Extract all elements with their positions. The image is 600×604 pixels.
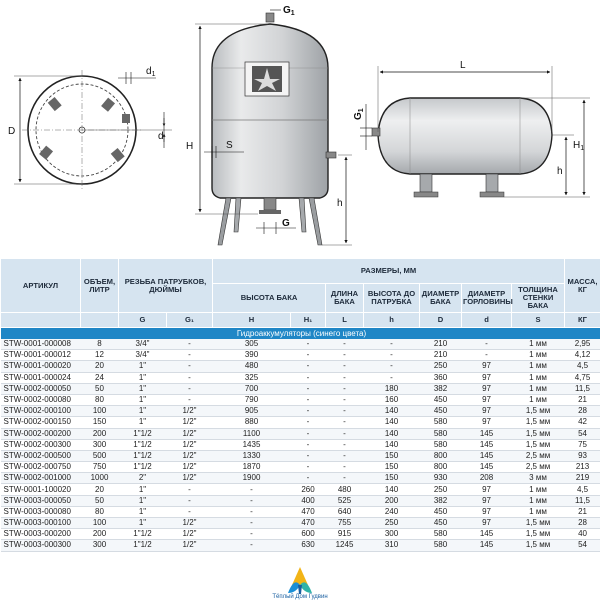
cell-diameter: 250: [420, 484, 462, 495]
cell-height1: -: [291, 439, 326, 450]
dim-label-g1-top: $G_1$: [283, 5, 295, 17]
cell-neck-diameter: 97: [462, 417, 512, 428]
cell-diameter: 450: [420, 394, 462, 405]
cell-wall-thickness: 1 мм: [512, 372, 565, 383]
cell-thread-g1: 1/2": [167, 450, 213, 461]
cell-thread-g: 1"1/2: [119, 529, 167, 540]
cell-wall-thickness: 3 мм: [512, 473, 565, 484]
cell-wall-thickness: 1,5 мм: [512, 428, 565, 439]
cell-mass: 21: [565, 506, 600, 517]
cell-mass: 21: [565, 394, 600, 405]
cell-thread-g1: -: [167, 484, 213, 495]
cell-wall-thickness: 1 мм: [512, 484, 565, 495]
dim-label-h: H: [186, 141, 194, 152]
vertical-tank: [186, 5, 352, 245]
cell-thread-g1: 1/2": [167, 529, 213, 540]
cell-height1: -: [291, 450, 326, 461]
cell-length: -: [326, 473, 364, 484]
cell-height: 790: [213, 394, 291, 405]
cell-height: -: [213, 506, 291, 517]
cell-wall-thickness: 2,5 мм: [512, 462, 565, 473]
cell-diameter: 210: [420, 350, 462, 361]
table-row: [1, 439, 600, 450]
cell-neck-diameter: 208: [462, 473, 512, 484]
cell-length: 1245: [326, 540, 364, 551]
cell-neck-diameter: 97: [462, 372, 512, 383]
cell-mass: 75: [565, 439, 600, 450]
cell-volume: 80: [81, 394, 119, 405]
cell-length: 480: [326, 484, 364, 495]
cell-thread-g1: 1/2": [167, 462, 213, 473]
cell-wall-thickness: 1 мм: [512, 495, 565, 506]
cell-volume: 20: [81, 484, 119, 495]
cell-article: STW-0002-000500: [1, 450, 81, 461]
cell-diameter: 800: [420, 462, 462, 473]
table-row: [1, 417, 600, 428]
cell-wall-thickness: 1 мм: [512, 506, 565, 517]
cell-thread-g1: 1/2": [167, 518, 213, 529]
cell-wall-thickness: 1,5 мм: [512, 518, 565, 529]
cell-thread-g: 1": [119, 417, 167, 428]
cell-height1: 400: [291, 495, 326, 506]
cell-height-to-pipe: -: [364, 339, 420, 350]
cell-thread-g: 1": [119, 506, 167, 517]
cell-thread-g: 2": [119, 473, 167, 484]
cell-thread-g1: -: [167, 506, 213, 517]
cell-volume: 1000: [81, 473, 119, 484]
cell-height1: -: [291, 473, 326, 484]
cell-thread-g: 1"1/2: [119, 428, 167, 439]
cell-thread-g1: -: [167, 372, 213, 383]
cell-height-to-pipe: 250: [364, 518, 420, 529]
header-neck-diameter: ДИАМЕТР ГОРЛОВИНЫ: [462, 284, 512, 313]
cell-mass: 28: [565, 518, 600, 529]
cell-height1: -: [291, 350, 326, 361]
unit-kg: КГ: [565, 313, 600, 328]
cell-height-to-pipe: 140: [364, 428, 420, 439]
unit-h1: H₁: [291, 313, 326, 328]
cell-volume: 300: [81, 540, 119, 551]
dim-label-h-side: h: [557, 166, 563, 177]
dim-label-s: S: [226, 140, 233, 151]
header-wall-thickness: ТОЛЩИНА СТЕНКИ БАКА: [512, 284, 565, 313]
dim-label-g-bottom: G: [282, 218, 290, 229]
cell-neck-diameter: 97: [462, 518, 512, 529]
cell-thread-g: 3/4": [119, 350, 167, 361]
cell-neck-diameter: 145: [462, 540, 512, 551]
cell-height1: -: [291, 417, 326, 428]
brand-logo-text: Тёплый Дом Гудвин: [272, 594, 328, 600]
cell-height-to-pipe: 150: [364, 450, 420, 461]
cell-wall-thickness: 1,5 мм: [512, 417, 565, 428]
cell-article: STW-0002-000100: [1, 406, 81, 417]
cell-mass: 54: [565, 540, 600, 551]
cell-length: -: [326, 462, 364, 473]
cell-wall-thickness: 1 мм: [512, 361, 565, 372]
spec-table: [0, 258, 600, 552]
cell-diameter: 360: [420, 372, 462, 383]
cell-article: STW-0002-000200: [1, 428, 81, 439]
cell-diameter: 250: [420, 361, 462, 372]
cell-height1: 470: [291, 506, 326, 517]
cell-length: -: [326, 350, 364, 361]
cell-diameter: 580: [420, 439, 462, 450]
cell-neck-diameter: 97: [462, 361, 512, 372]
cell-length: -: [326, 406, 364, 417]
dim-label-d: D: [8, 126, 16, 137]
cell-article: STW-0003-000050: [1, 495, 81, 506]
cell-neck-diameter: 97: [462, 495, 512, 506]
cell-volume: 20: [81, 361, 119, 372]
unit-empty: [1, 313, 81, 328]
cell-article: STW-0003-000200: [1, 529, 81, 540]
cell-height1: 630: [291, 540, 326, 551]
cell-diameter: 450: [420, 406, 462, 417]
cell-article: STW-0002-000080: [1, 394, 81, 405]
cell-diameter: 450: [420, 518, 462, 529]
cell-height: 1100: [213, 428, 291, 439]
cell-height-to-pipe: 180: [364, 383, 420, 394]
cell-height-to-pipe: 300: [364, 529, 420, 540]
cell-height: -: [213, 518, 291, 529]
cell-volume: 200: [81, 428, 119, 439]
cell-mass: 54: [565, 428, 600, 439]
cell-mass: 28: [565, 406, 600, 417]
cell-length: 640: [326, 506, 364, 517]
cell-thread-g: 1"1/2: [119, 450, 167, 461]
cell-article: STW-0001-000024: [1, 372, 81, 383]
table-row: [1, 383, 600, 394]
cell-thread-g1: 1/2": [167, 428, 213, 439]
table-row: [1, 484, 600, 495]
cell-thread-g1: -: [167, 495, 213, 506]
table-row: [1, 540, 600, 551]
cell-height-to-pipe: 310: [364, 540, 420, 551]
cell-mass: 2,95: [565, 339, 600, 350]
top-view: [8, 66, 172, 190]
table-row: [1, 406, 600, 417]
table-row: [1, 372, 600, 383]
cell-thread-g: 1": [119, 518, 167, 529]
cell-neck-diameter: 145: [462, 462, 512, 473]
cell-volume: 300: [81, 439, 119, 450]
dim-label-h-small: h: [337, 198, 343, 209]
cell-volume: 50: [81, 495, 119, 506]
cell-diameter: 800: [420, 450, 462, 461]
cell-article: STW-0003-000300: [1, 540, 81, 551]
cell-volume: 50: [81, 383, 119, 394]
cell-mass: 93: [565, 450, 600, 461]
cell-volume: 80: [81, 506, 119, 517]
cell-length: 915: [326, 529, 364, 540]
table-row: [1, 339, 600, 350]
cell-thread-g1: -: [167, 383, 213, 394]
cell-diameter: 210: [420, 339, 462, 350]
unit-g: G: [119, 313, 167, 328]
dim-label-g1-side: $G_1$: [353, 108, 365, 120]
cell-length: -: [326, 417, 364, 428]
cell-height: 700: [213, 383, 291, 394]
table-row: [1, 495, 600, 506]
cell-volume: 150: [81, 417, 119, 428]
cell-height: 1435: [213, 439, 291, 450]
cell-article: STW-0002-000750: [1, 462, 81, 473]
cell-height1: -: [291, 462, 326, 473]
cell-height1: -: [291, 339, 326, 350]
cell-thread-g: 1": [119, 394, 167, 405]
cell-diameter: 930: [420, 473, 462, 484]
cell-diameter: 580: [420, 540, 462, 551]
cell-height: 325: [213, 372, 291, 383]
table-row: [1, 350, 600, 361]
cell-length: -: [326, 439, 364, 450]
cell-wall-thickness: 1 мм: [512, 383, 565, 394]
cell-thread-g: 1"1/2: [119, 462, 167, 473]
cell-wall-thickness: 1,5 мм: [512, 529, 565, 540]
cell-length: -: [326, 428, 364, 439]
table-row: [1, 529, 600, 540]
header-tank-diameter: ДИАМЕТР БАКА: [420, 284, 462, 313]
cell-diameter: 382: [420, 495, 462, 506]
cell-mass: 42: [565, 417, 600, 428]
cell-thread-g1: -: [167, 339, 213, 350]
cell-neck-diameter: 97: [462, 506, 512, 517]
cell-wall-thickness: 2,5 мм: [512, 450, 565, 461]
cell-height: 390: [213, 350, 291, 361]
cell-height: 905: [213, 406, 291, 417]
cell-length: -: [326, 361, 364, 372]
cell-height-to-pipe: 140: [364, 439, 420, 450]
spec-table-wrapper: [0, 258, 600, 552]
cell-article: STW-0001-100020: [1, 484, 81, 495]
cell-neck-diameter: 97: [462, 406, 512, 417]
unit-s: S: [512, 313, 565, 328]
table-row: [1, 428, 600, 439]
cell-length: 755: [326, 518, 364, 529]
cell-height: 1870: [213, 462, 291, 473]
cell-height: 1900: [213, 473, 291, 484]
cell-diameter: 382: [420, 383, 462, 394]
unit-l: L: [326, 313, 364, 328]
table-row: [1, 450, 600, 461]
cell-thread-g: 1": [119, 361, 167, 372]
cell-article: STW-0001-000020: [1, 361, 81, 372]
group-label: Гидроаккумуляторы (синего цвета): [1, 328, 600, 340]
unit-d: D: [420, 313, 462, 328]
cell-diameter: 580: [420, 529, 462, 540]
cell-mass: 213: [565, 462, 600, 473]
cell-neck-diameter: 145: [462, 450, 512, 461]
dim-label-d1: $d_1$: [146, 66, 156, 78]
cell-thread-g1: 1/2": [167, 406, 213, 417]
cell-wall-thickness: 1 мм: [512, 394, 565, 405]
cell-neck-diameter: -: [462, 350, 512, 361]
cell-wall-thickness: 1,5 мм: [512, 406, 565, 417]
cell-height1: -: [291, 372, 326, 383]
cell-height-to-pipe: 200: [364, 495, 420, 506]
cell-diameter: 580: [420, 428, 462, 439]
dim-label-l: L: [460, 60, 466, 71]
cell-mass: 4,5: [565, 361, 600, 372]
cell-neck-diameter: 97: [462, 484, 512, 495]
cell-article: STW-0003-000100: [1, 518, 81, 529]
cell-diameter: 450: [420, 506, 462, 517]
cell-thread-g1: -: [167, 350, 213, 361]
cell-thread-g: 1": [119, 372, 167, 383]
cell-thread-g1: -: [167, 361, 213, 372]
cell-height1: 260: [291, 484, 326, 495]
cell-mass: 11,5: [565, 495, 600, 506]
table-row: [1, 462, 600, 473]
horizontal-tank: [353, 60, 590, 197]
table-row: [1, 506, 600, 517]
cell-length: -: [326, 394, 364, 405]
cell-height1: -: [291, 361, 326, 372]
dim-label-d-small: d: [158, 131, 164, 142]
cell-height-to-pipe: 240: [364, 506, 420, 517]
cell-neck-diameter: 97: [462, 383, 512, 394]
cell-volume: 200: [81, 529, 119, 540]
cell-article: STW-0002-001000: [1, 473, 81, 484]
cell-neck-diameter: 145: [462, 529, 512, 540]
unit-h-small: h: [364, 313, 420, 328]
cell-height: -: [213, 529, 291, 540]
cell-article: STW-0003-000080: [1, 506, 81, 517]
cell-height-to-pipe: 140: [364, 417, 420, 428]
cell-neck-diameter: -: [462, 339, 512, 350]
cell-length: -: [326, 450, 364, 461]
cell-volume: 100: [81, 518, 119, 529]
unit-empty: [81, 313, 119, 328]
cell-thread-g: 1": [119, 495, 167, 506]
cell-mass: 4,5: [565, 484, 600, 495]
header-mass: МАССА, КГ: [565, 259, 600, 313]
cell-height-to-pipe: -: [364, 361, 420, 372]
cell-height: -: [213, 495, 291, 506]
cell-volume: 12: [81, 350, 119, 361]
cell-height-to-pipe: 150: [364, 462, 420, 473]
header-volume: ОБЪЕМ, ЛИТР: [81, 259, 119, 313]
cell-neck-diameter: 97: [462, 394, 512, 405]
cell-height: 1330: [213, 450, 291, 461]
cell-volume: 8: [81, 339, 119, 350]
cell-volume: 750: [81, 462, 119, 473]
cell-height1: -: [291, 406, 326, 417]
cell-thread-g: 3/4": [119, 339, 167, 350]
cell-thread-g1: 1/2": [167, 473, 213, 484]
cell-length: 525: [326, 495, 364, 506]
cell-thread-g: 1": [119, 484, 167, 495]
header-tank-length: ДЛИНА БАКА: [326, 284, 364, 313]
cell-article: STW-0002-000150: [1, 417, 81, 428]
header-dimensions: РАЗМЕРЫ, ММ: [213, 259, 565, 284]
cell-article: STW-0002-000300: [1, 439, 81, 450]
cell-thread-g1: 1/2": [167, 540, 213, 551]
cell-height1: -: [291, 383, 326, 394]
cell-height1: -: [291, 394, 326, 405]
cell-height-to-pipe: -: [364, 372, 420, 383]
unit-g1: G₁: [167, 313, 213, 328]
cell-mass: 40: [565, 529, 600, 540]
cell-height-to-pipe: -: [364, 350, 420, 361]
cell-wall-thickness: 1,5 мм: [512, 439, 565, 450]
table-row: [1, 361, 600, 372]
cell-length: -: [326, 339, 364, 350]
cell-mass: 11,5: [565, 383, 600, 394]
cell-wall-thickness: 1 мм: [512, 339, 565, 350]
unit-h: H: [213, 313, 291, 328]
cell-height1: 470: [291, 518, 326, 529]
cell-mass: 4,12: [565, 350, 600, 361]
cell-neck-diameter: 145: [462, 439, 512, 450]
technical-drawing: [0, 0, 600, 255]
cell-mass: 219: [565, 473, 600, 484]
cell-height-to-pipe: 150: [364, 473, 420, 484]
header-thread: РЕЗЬБА ПАТРУБКОВ, ДЮЙМЫ: [119, 259, 213, 313]
unit-d-small: d: [462, 313, 512, 328]
cell-height: 305: [213, 339, 291, 350]
cell-article: STW-0001-000012: [1, 350, 81, 361]
table-row: [1, 518, 600, 529]
cell-height: -: [213, 540, 291, 551]
header-tank-height: ВЫСОТА БАКА: [213, 284, 326, 313]
cell-thread-g1: 1/2": [167, 439, 213, 450]
cell-article: STW-0001-000008: [1, 339, 81, 350]
cell-height: 880: [213, 417, 291, 428]
cell-thread-g: 1"1/2: [119, 439, 167, 450]
cell-neck-diameter: 145: [462, 428, 512, 439]
cell-thread-g: 1": [119, 383, 167, 394]
cell-height-to-pipe: 140: [364, 484, 420, 495]
cell-wall-thickness: 1,5 мм: [512, 540, 565, 551]
header-article: АРТИКУЛ: [1, 259, 81, 313]
cell-volume: 24: [81, 372, 119, 383]
group-row: [1, 328, 600, 340]
table-row: [1, 394, 600, 405]
cell-volume: 100: [81, 406, 119, 417]
cell-height-to-pipe: 140: [364, 406, 420, 417]
cell-mass: 4,75: [565, 372, 600, 383]
cell-height1: 600: [291, 529, 326, 540]
header-height-to-pipe: ВЫСОТА ДО ПАТРУБКА: [364, 284, 420, 313]
cell-thread-g: 1"1/2: [119, 540, 167, 551]
dim-label-h1: $H_1$: [573, 140, 585, 152]
cell-length: -: [326, 372, 364, 383]
cell-height-to-pipe: 160: [364, 394, 420, 405]
cell-height1: -: [291, 428, 326, 439]
cell-wall-thickness: 1 мм: [512, 350, 565, 361]
cell-thread-g1: -: [167, 394, 213, 405]
cell-diameter: 580: [420, 417, 462, 428]
cell-height: 480: [213, 361, 291, 372]
table-row: [1, 473, 600, 484]
cell-volume: 500: [81, 450, 119, 461]
cell-thread-g1: 1/2": [167, 417, 213, 428]
cell-length: -: [326, 383, 364, 394]
cell-thread-g: 1": [119, 406, 167, 417]
cell-article: STW-0002-000050: [1, 383, 81, 394]
cell-height: -: [213, 484, 291, 495]
